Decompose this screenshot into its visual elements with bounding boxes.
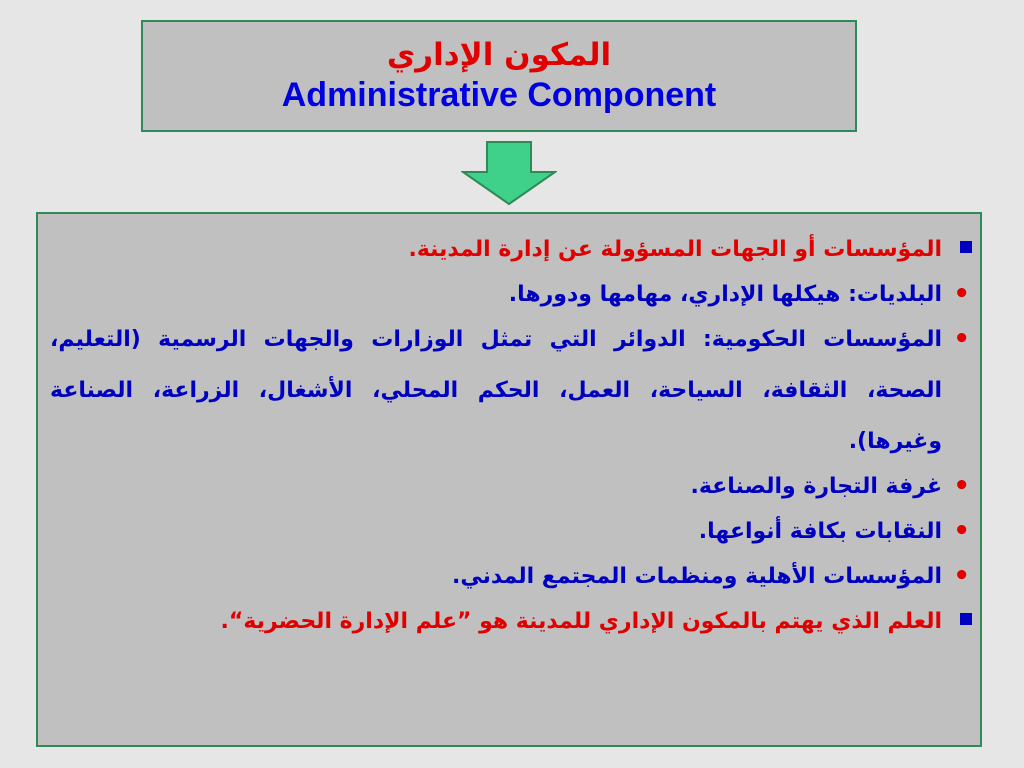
title-arabic: المكون الإداري	[386, 37, 612, 73]
sub-point-civil-society	[50, 551, 970, 602]
round-bullet-icon: •	[953, 471, 970, 501]
sub-point-municipalities	[50, 269, 970, 320]
sub-point-unions	[50, 506, 970, 557]
sub-point-text: البلديات: هيكلها الإداري، مهامها ودورها.	[508, 282, 942, 307]
sub-point-government	[50, 314, 970, 467]
main-point-1-text: المؤسسات أو الجهات المسؤولة عن إدارة المدينة.	[408, 237, 942, 262]
round-bullet-icon: •	[953, 324, 970, 354]
square-bullet-icon	[960, 613, 972, 625]
down-arrow-icon	[461, 140, 557, 206]
title-english: Administrative Component	[281, 76, 717, 114]
main-point-2	[50, 596, 942, 647]
sub-point-text: المؤسسات الحكومية: الدوائر التي تمثل الوزارات والجهات الرسمية (التعليم، الصحة، الثقافة، السياحة، العمل، الحكم المحلي، الأشغال، الزراعة، الصناعة وغيرها).	[50, 327, 942, 454]
square-bullet-icon	[960, 241, 972, 253]
main-point-1	[50, 224, 942, 275]
sub-point-text: غرفة التجارة والصناعة.	[690, 474, 942, 499]
sub-point-text: المؤسسات الأهلية ومنظمات المجتمع المدني.	[452, 564, 942, 589]
content-box	[36, 212, 982, 747]
round-bullet-icon: •	[953, 279, 970, 309]
title-box	[141, 20, 857, 132]
round-bullet-icon: •	[953, 561, 970, 591]
round-bullet-icon: •	[953, 516, 970, 546]
sub-point-chamber	[50, 461, 970, 512]
main-point-2-text: العلم الذي يهتم بالمكون الإداري للمدينة هو ”علم الإدارة الحضرية“.	[220, 609, 942, 634]
sub-point-text: النقابات بكافة أنواعها.	[698, 519, 942, 544]
